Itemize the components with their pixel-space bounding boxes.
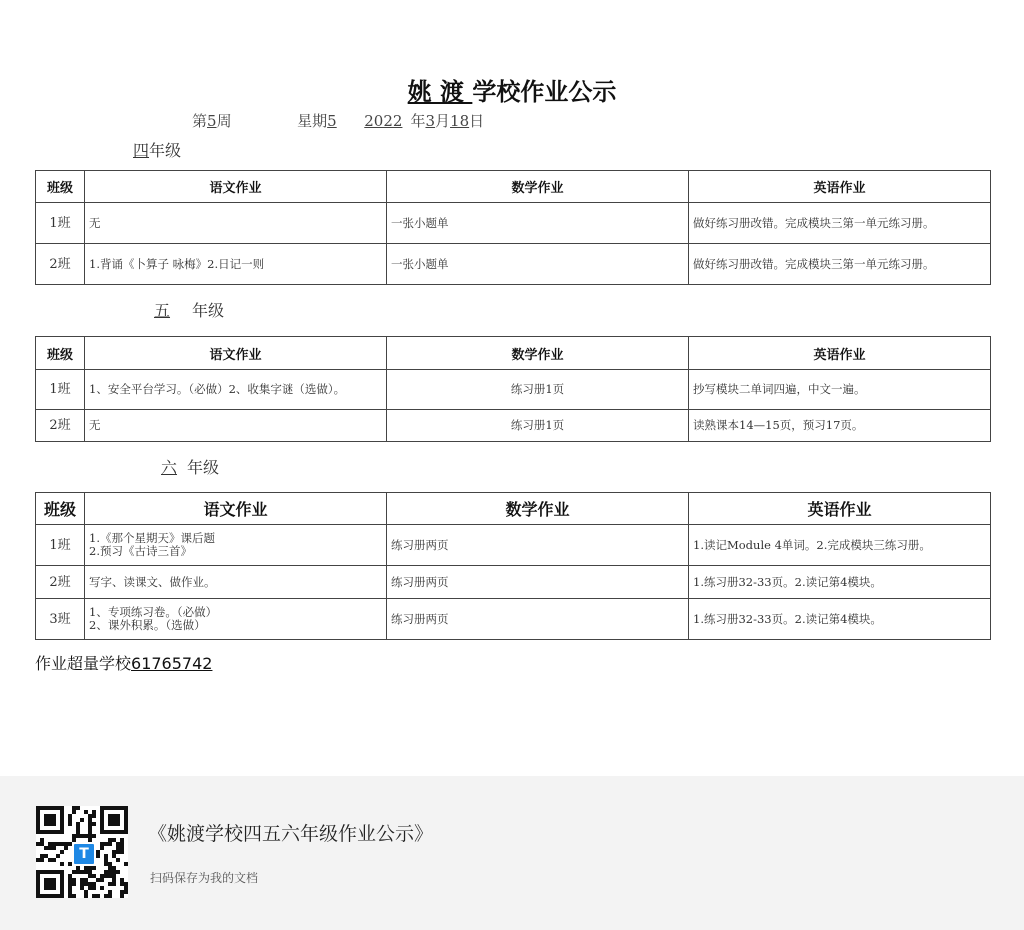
- grade-number: 六: [161, 458, 178, 477]
- grade-number: 四: [133, 141, 150, 160]
- math-cell: 练习册两页: [387, 566, 689, 599]
- chinese-line: 写字、读课文、做作业。: [89, 574, 216, 589]
- table-row: [36, 203, 991, 244]
- table-row: [36, 599, 991, 640]
- grade-number: 五: [154, 301, 171, 320]
- chinese-cell: [85, 525, 387, 566]
- title-rest: 学校作业公示: [472, 78, 617, 106]
- math-cell: 一张小题单: [387, 244, 689, 285]
- english-cell: 做好练习册改错。完成模块三第一单元练习册。: [689, 203, 991, 244]
- chinese-cell: 1.背诵《卜算子 咏梅》2.日记一则: [85, 244, 387, 285]
- chinese-cell: 无: [85, 410, 387, 442]
- class-cell: 3班: [36, 599, 85, 640]
- class-cell: 1班: [36, 203, 85, 244]
- english-cell: 1.练习册32-33页。2.读记第4模块。: [689, 599, 991, 640]
- week-prefix: 第: [192, 112, 208, 130]
- english-cell: 1.读记Module 4单词。2.完成模块三练习册。: [689, 525, 991, 566]
- column-header: 语文作业: [85, 337, 387, 370]
- grade-heading: [151, 457, 219, 479]
- homework-table-grade-6: [35, 492, 991, 640]
- class-cell: 2班: [36, 244, 85, 285]
- column-header: 英语作业: [689, 171, 991, 203]
- table-row: [36, 525, 991, 566]
- grade-suffix: 年级: [187, 458, 220, 477]
- table-header-row: [36, 337, 991, 370]
- table-row: [36, 410, 991, 442]
- table-row: [36, 244, 991, 285]
- footer-bar: [0, 776, 1024, 930]
- hotline-number: 61765742: [131, 654, 213, 673]
- chinese-line: 2、课外积累。（选做）: [89, 618, 206, 632]
- homework-table-grade-5: [35, 336, 991, 442]
- english-cell: 读熟课本14—15页，预习17页。: [689, 410, 991, 442]
- doc-subtitle: 扫码保存为我的文档: [150, 871, 259, 885]
- math-cell: 练习册1页: [387, 410, 689, 442]
- chinese-line: 1、专项练习卷。（必做）: [89, 605, 218, 619]
- class-cell: 1班: [36, 370, 85, 410]
- chinese-cell: 1、安全平台学习。（必做）2、收集字谜（选做）。: [85, 370, 387, 410]
- column-header: 数学作业: [387, 337, 689, 370]
- date-line: [192, 110, 484, 132]
- column-header: 数学作业: [387, 171, 689, 203]
- week-number: 5: [207, 112, 217, 130]
- column-header: 英语作业: [689, 337, 991, 370]
- app-logo-icon: T: [72, 842, 96, 866]
- table-header-row: [36, 493, 991, 525]
- english-cell: 1.练习册32-33页。2.读记第4模块。: [689, 566, 991, 599]
- grade-suffix: 年级: [149, 141, 182, 160]
- weekday-prefix: 星期: [297, 112, 328, 130]
- math-cell: 练习册两页: [387, 525, 689, 566]
- column-header: 班级: [36, 171, 85, 203]
- class-cell: 2班: [36, 566, 85, 599]
- weekday-number: 5: [327, 112, 337, 130]
- column-header: 英语作业: [689, 493, 991, 525]
- chinese-line: 1.《那个星期天》课后题: [89, 531, 215, 545]
- math-cell: 一张小题单: [387, 203, 689, 244]
- year-suffix: 年: [410, 112, 426, 130]
- math-cell: 练习册1页: [387, 370, 689, 410]
- math-cell: 练习册两页: [387, 599, 689, 640]
- homework-table-grade-4: [35, 170, 991, 285]
- chinese-cell: 无: [85, 203, 387, 244]
- table-header-row: [36, 171, 991, 203]
- note-prefix: 作业超量学校: [35, 654, 132, 673]
- day: 18: [450, 112, 470, 130]
- column-header: 数学作业: [387, 493, 689, 525]
- english-cell: 做好练习册改错。完成模块三第一单元练习册。: [689, 244, 991, 285]
- chinese-cell: [85, 599, 387, 640]
- english-cell: 抄写模块二单词四遍，中文一遍。: [689, 370, 991, 410]
- grade-heading: [132, 300, 224, 322]
- column-header: 语文作业: [85, 493, 387, 525]
- class-cell: 1班: [36, 525, 85, 566]
- column-header: 语文作业: [85, 171, 387, 203]
- column-header: 班级: [36, 493, 85, 525]
- chinese-cell: [85, 566, 387, 599]
- page-title: [0, 74, 1024, 110]
- doc-title[interactable]: 《姚渡学校四五六年级作业公示》: [148, 823, 434, 845]
- week-suffix: 周: [216, 112, 232, 130]
- table-row: [36, 566, 991, 599]
- month: 3: [425, 112, 436, 130]
- grade-suffix: 年级: [192, 301, 225, 320]
- class-cell: 2班: [36, 410, 85, 442]
- overload-note: [35, 652, 212, 676]
- month-suffix: 月: [435, 112, 451, 130]
- qr-code-icon[interactable]: [36, 806, 128, 898]
- grade-heading: [133, 140, 181, 162]
- chinese-line: 2.预习《古诗三首》: [89, 544, 192, 558]
- table-row: [36, 370, 991, 410]
- school-name: 姚 渡: [407, 78, 473, 106]
- column-header: 班级: [36, 337, 85, 370]
- day-suffix: 日: [469, 112, 485, 130]
- year: 2022: [364, 112, 403, 130]
